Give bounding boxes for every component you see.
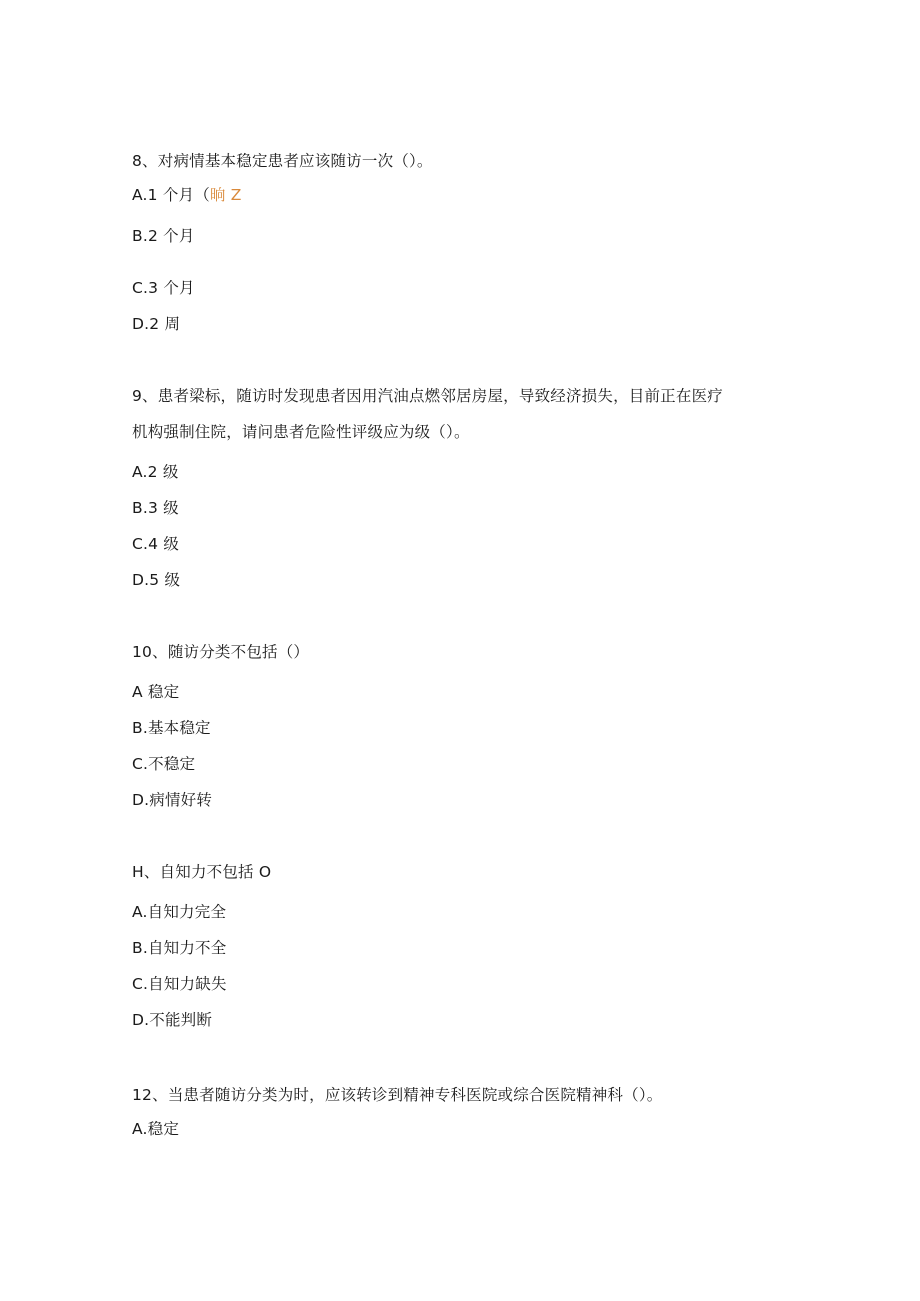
question-9-option-c: C.4 级 [132, 535, 180, 553]
question-10-option-a: A 稳定 [132, 683, 180, 701]
question-10-option-c: C.不稳定 [132, 755, 196, 773]
question-11-option-d: D.不能判断 [132, 1011, 213, 1029]
question-9-option-d: D.5 级 [132, 571, 181, 589]
question-8-option-c: C.3 个月 [132, 279, 195, 297]
question-11-option-a: A.自知力完全 [132, 903, 227, 921]
question-11-option-c: C.自知力缺失 [132, 975, 227, 993]
question-9-option-a: A.2 级 [132, 463, 179, 481]
question-9-option-b: B.3 级 [132, 499, 179, 517]
question-10-option-d: D.病情好转 [132, 791, 213, 809]
question-9-stem-line-1: 9、患者梁标，随访时发现患者因用汽油点燃邻居房屋，导致经济损失，目前正在医疗 [132, 387, 723, 405]
question-12-option-a: A.稳定 [132, 1120, 180, 1138]
question-11-stem: H、自知力不包括 O [132, 863, 272, 881]
question-11-option-b: B.自知力不全 [132, 939, 227, 957]
question-10-option-b: B.基本稳定 [132, 719, 211, 737]
handwritten-note: 晌 Z [209, 186, 242, 204]
question-8-stem: 8、对病情基本稳定患者应该随访一次（）。 [132, 152, 433, 170]
question-8-option-b: B.2 个月 [132, 227, 195, 245]
option-text: A.1 个月（ [132, 186, 210, 204]
question-9-stem-line-2: 机构强制住院，请问患者危险性评级应为级（）。 [132, 423, 470, 441]
question-8-option-d: D.2 周 [132, 315, 181, 333]
question-10-stem: 10、随访分类不包括（） [132, 643, 310, 661]
question-12-stem: 12、当患者随访分类为时，应该转诊到精神专科医院或综合医院精神科（）。 [132, 1086, 663, 1104]
question-8-option-a [132, 185, 242, 205]
